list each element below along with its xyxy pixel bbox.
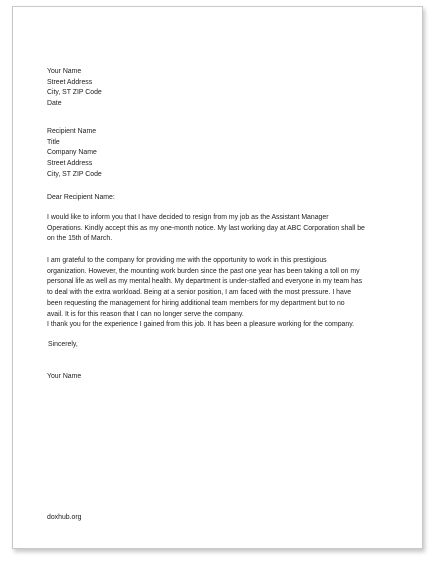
closing (48, 340, 390, 351)
body-paragraph-3 (47, 320, 389, 331)
letter-page (12, 6, 423, 549)
recipient-city: City, ST ZIP Code (47, 170, 102, 178)
recipient-address-block (47, 127, 389, 181)
paragraph-line: organization. However, the mounting work burden since the past one year has been taking a toll on my (47, 267, 360, 275)
paragraph-line: been requesting the management for hiring additional team members for my department but to no (47, 299, 345, 307)
paragraph-line: personal life as well as my mental health. My department is under-staffed and everyone in my team has (47, 278, 363, 286)
sender-name: Your Name (47, 68, 82, 75)
paragraph-line: I would like to inform you that I have decided to resign from my job as the Assistant Manager (47, 214, 329, 221)
closing-text: Sincerely, (48, 341, 78, 348)
paragraph-line: I am grateful to the company for providing me with the opportunity to work in this prestigious (47, 257, 327, 264)
salutation-text: Dear Recipient Name: (47, 194, 115, 201)
recipient-title: Title (47, 138, 60, 146)
signature (47, 372, 389, 383)
sender-address-block (47, 67, 389, 110)
recipient-name: Recipient Name (47, 128, 97, 135)
sender-city: City, ST ZIP Code (47, 89, 102, 97)
signature-name: Your Name (47, 373, 82, 380)
paragraph-line: avail. It is for this reason that I can no longer serve the company. (47, 310, 244, 318)
paragraph-line: Operations. Kindly accept this as my one-month notice. My last working day at ABC Corporation shall be (47, 224, 365, 232)
paragraph-line: I thank you for the experience I gained from this job. It has been a pleasure working for the company. (47, 321, 355, 328)
recipient-company: Company Name (47, 149, 97, 157)
footer-source: doxhub.org (47, 514, 82, 521)
paragraph-line: to deal with the extra workload. Being at a senior position, I am faced with the most pressure. I have (47, 289, 352, 297)
body-paragraph-2 (47, 256, 389, 320)
recipient-street: Street Address (47, 160, 93, 168)
letter-date: Date (47, 100, 62, 108)
sender-street: Street Address (47, 78, 93, 86)
paragraph-line: on the 15th of March. (47, 235, 113, 243)
body-paragraph-1 (47, 213, 389, 245)
salutation (47, 193, 389, 204)
